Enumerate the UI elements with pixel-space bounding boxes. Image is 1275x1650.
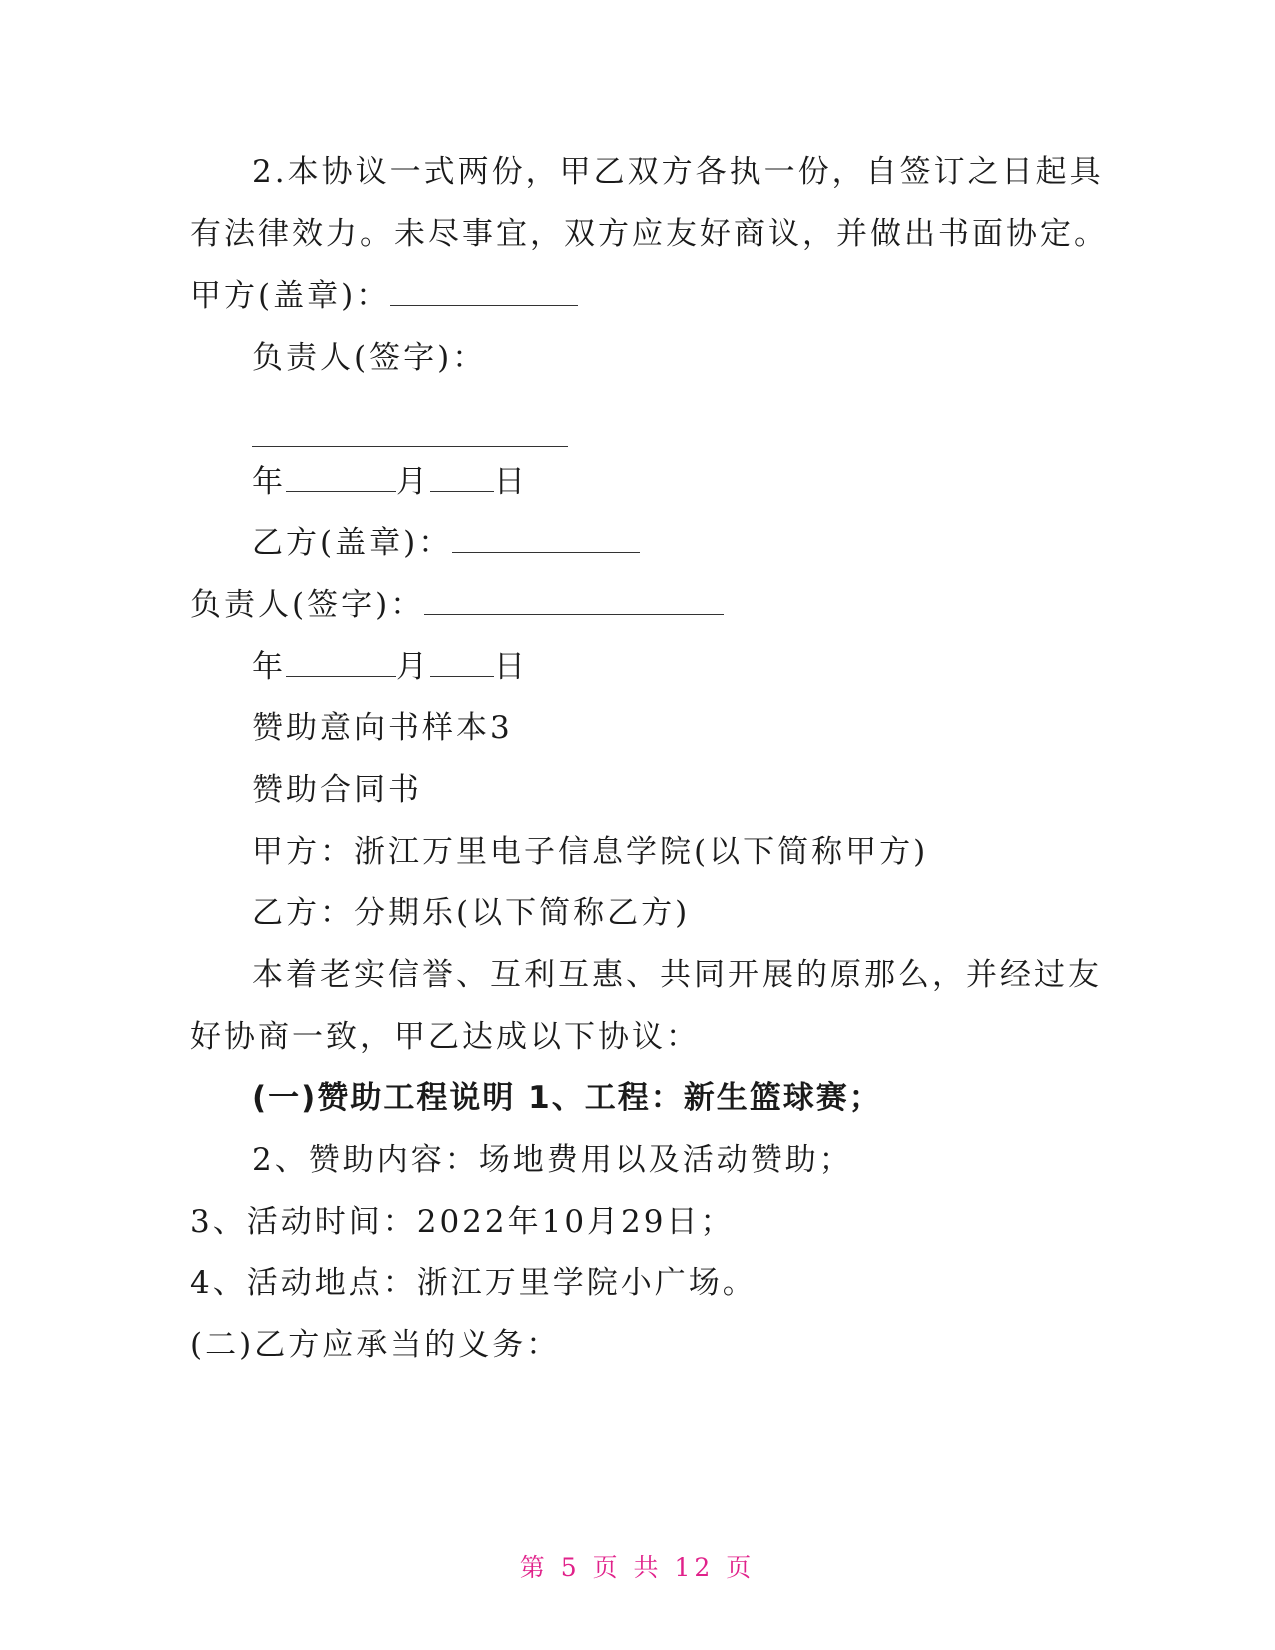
- date-day-label: 日: [494, 649, 528, 685]
- principle-line-2: 好协商一致，甲乙达成以下协议：: [190, 1019, 700, 1055]
- date-day-label: 日: [494, 464, 528, 500]
- date-year-label: 年: [252, 464, 286, 500]
- party-b-signer-blank: [424, 586, 724, 615]
- section-2-heading: (二)乙方应承当的义务：: [190, 1327, 561, 1363]
- party-b-date-row: [252, 647, 528, 687]
- party-b-line: 乙方：分期乐(以下简称乙方): [252, 895, 691, 931]
- section-1-heading: (一)赞助工程说明 1、工程：新生篮球赛；: [252, 1080, 882, 1116]
- party-b-seal-blank: [452, 524, 640, 553]
- date-month-label: 月: [396, 649, 430, 685]
- party-a-signer-label: 负责人(签字)：: [252, 340, 487, 376]
- item-2: 2、赞助内容：场地费用以及活动赞助；: [252, 1142, 853, 1178]
- party-b-seal-row: [252, 523, 640, 563]
- date-month-blank: [430, 463, 494, 492]
- party-a-signer-blank: [252, 446, 568, 447]
- sample-title: 赞助意向书样本3: [252, 710, 513, 746]
- date-year-label: 年: [252, 649, 286, 685]
- party-a-seal-row: [190, 276, 578, 316]
- date-year-blank: [286, 648, 396, 677]
- party-b-signer-label: 负责人(签字)：: [190, 587, 425, 623]
- party-a-seal-blank: [390, 277, 578, 306]
- date-month-blank: [430, 648, 494, 677]
- paragraph-clause-2-line-2: 有法律效力。未尽事宜，双方应友好商议，并做出书面协定。: [190, 216, 1108, 252]
- item-4: 4、活动地点：浙江万里学院小广场。: [190, 1265, 757, 1301]
- paragraph-clause-2-line-1: 2.本协议一式两份，甲乙双方各执一份，自签订之日起具: [252, 154, 1104, 190]
- party-a-seal-label: 甲方(盖章)：: [190, 278, 391, 314]
- date-month-label: 月: [396, 464, 430, 500]
- item-3: 3、活动时间：2022年10月29日；: [190, 1204, 735, 1240]
- party-b-seal-label: 乙方(盖章)：: [252, 525, 453, 561]
- party-a-date-row: [252, 462, 528, 502]
- party-a-line: 甲方：浙江万里电子信息学院(以下简称甲方): [252, 834, 929, 870]
- page-number-footer: 第 5 页 共 12 页: [519, 1553, 756, 1582]
- party-b-signer-row: [190, 585, 724, 625]
- contract-title: 赞助合同书: [252, 772, 422, 808]
- principle-line-1: 本着老实信誉、互利互惠、共同开展的原那么，并经过友: [252, 957, 1102, 993]
- date-year-blank: [286, 463, 396, 492]
